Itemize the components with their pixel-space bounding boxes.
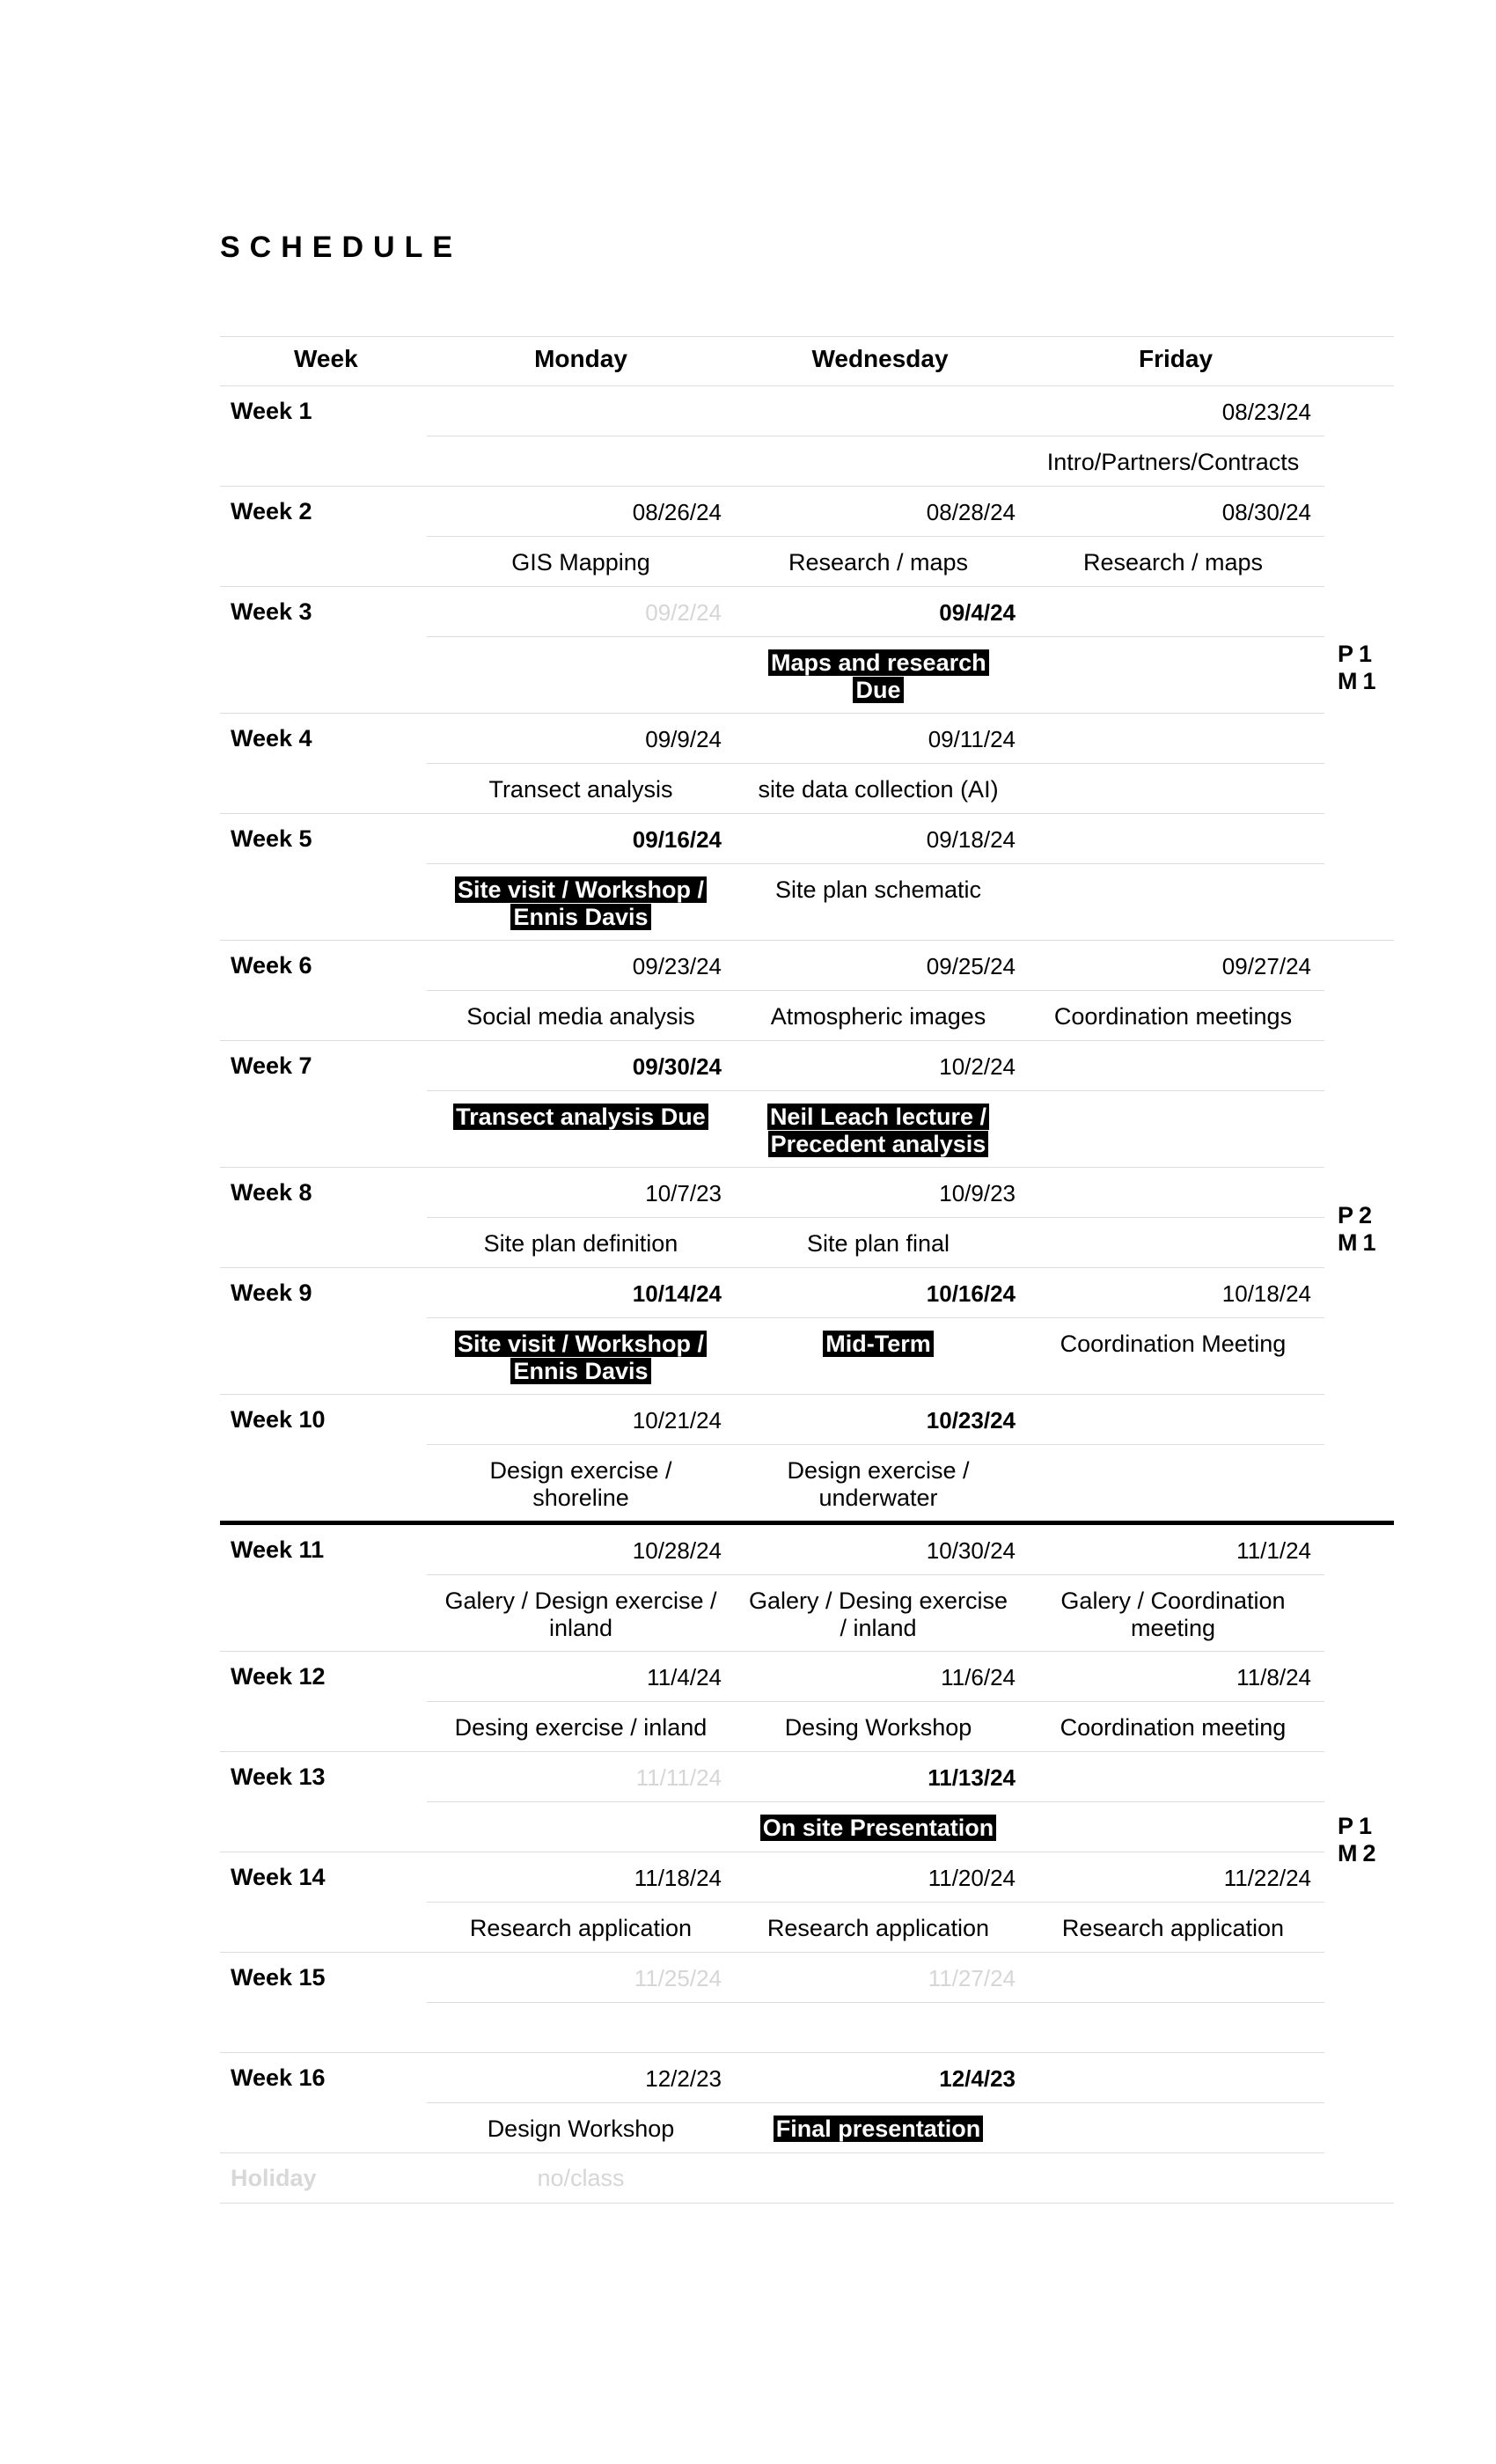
row-rule [427,2102,1324,2103]
monday-date: 10/21/24 [632,1407,722,1434]
phase-line: M1 [1338,668,1382,694]
wednesday-activity: Research application [766,1915,990,1941]
table-top-rule [220,336,1394,337]
week-label: Week 14 [231,1864,326,1890]
wednesday-activity [768,649,988,704]
row-rule [220,1167,1324,1168]
week-label: Week 7 [231,1052,312,1079]
friday-activity: Coordination Meeting [1060,1331,1287,1357]
phase-marker [1338,1202,1382,1257]
wednesday-date: 10/2/24 [939,1053,1016,1080]
holiday-label: Holiday [231,2165,317,2191]
wednesday-date: 09/11/24 [928,726,1016,752]
week-label: Week 11 [231,1536,325,1563]
column-header-friday: Friday [1138,345,1214,372]
week-label: Week 10 [231,1406,326,1433]
deadline-highlight: On site Presentation [760,1815,997,1841]
wednesday-date: 08/28/24 [926,499,1016,525]
wednesday-activity: Atmospheric images [770,1003,986,1030]
friday-date: 11/22/24 [1223,1865,1311,1891]
week-label: Week 13 [231,1764,326,1790]
monday-date: 09/30/24 [632,1053,722,1080]
monday-activity: Social media analysis [466,1003,695,1030]
row-rule [427,636,1324,637]
friday-activity: Intro/Partners/Contracts [1046,449,1300,475]
phase-marker [1338,1813,1382,1867]
wednesday-date: 09/25/24 [926,953,1016,979]
monday-date: 11/11/24 [635,1764,722,1791]
row-rule [220,1952,1324,1953]
header-rule [220,385,1394,386]
wednesday-date: 12/4/23 [939,2065,1016,2092]
wednesday-date: 09/4/24 [939,599,1016,626]
friday-date: 08/30/24 [1221,499,1311,525]
row-rule [220,940,1394,941]
monday-activity [437,1331,724,1385]
row-rule [427,1090,1324,1091]
monday-date: 10/7/23 [645,1180,722,1206]
deadline-highlight: Neil Leach lecture / Precedent analysis [767,1104,989,1157]
row-rule [427,1574,1324,1575]
schedule-title: SCHEDULE [220,231,463,264]
wednesday-date: 11/6/24 [941,1664,1016,1690]
row-rule [220,486,1324,487]
midterm-divider [220,1521,1394,1525]
phase-line: M1 [1338,1229,1382,1256]
wednesday-date: 09/18/24 [926,826,1016,853]
row-rule [220,813,1324,814]
phase-line: P2 [1338,1202,1378,1228]
monday-date: 09/16/24 [632,826,722,853]
wednesday-activity [735,1104,1022,1158]
row-rule [427,863,1324,864]
row-rule [427,763,1324,764]
monday-date: 11/4/24 [647,1664,722,1690]
wednesday-activity: Site plan schematic [774,876,982,903]
week-label: Week 15 [231,1964,326,1991]
friday-activity: Galery / Coordination meeting [1060,1588,1286,1641]
monday-date: 10/14/24 [632,1280,722,1307]
monday-activity: GIS Mapping [511,549,650,576]
deadline-highlight: Maps and research Due [768,649,989,703]
wednesday-date: 10/30/24 [926,1537,1016,1564]
monday-date: 08/26/24 [632,499,722,525]
wednesday-activity: Desing Workshop [784,1714,972,1741]
wednesday-activity: Design exercise / underwater [787,1457,970,1511]
wednesday-date: 11/13/24 [928,1764,1016,1791]
column-header-week: Week [294,345,358,372]
week-label: Week 8 [231,1179,312,1206]
monday-activity: Site plan definition [483,1230,678,1257]
friday-date: 09/27/24 [1221,953,1311,979]
phase-line: P1 [1338,1813,1378,1839]
monday-date: 10/28/24 [632,1537,722,1564]
friday-date: 10/18/24 [1221,1280,1311,1307]
monday-date: 09/23/24 [632,953,722,979]
row-rule [427,1701,1324,1702]
row-rule [427,536,1324,537]
row-rule [220,1267,1324,1268]
week-label: Week 16 [231,2064,326,2091]
wednesday-date: 10/23/24 [926,1407,1016,1434]
friday-date: 11/1/24 [1236,1537,1311,1564]
holiday-note: no/class [537,2165,625,2191]
week-label: Week 12 [231,1663,326,1690]
monday-activity: Design Workshop [487,2116,675,2142]
wednesday-date: 10/16/24 [926,1280,1016,1307]
monday-date: 12/2/23 [645,2065,722,2092]
monday-date: 11/25/24 [634,1965,722,1991]
monday-activity: Research application [469,1915,693,1941]
table-bottom-rule [220,2203,1394,2204]
monday-activity [437,876,724,931]
row-rule [220,2052,1324,2053]
week-label: Week 2 [231,498,312,524]
deadline-highlight: Final presentation [774,2116,984,2142]
row-rule [427,1317,1324,1318]
wednesday-date: 11/27/24 [928,1965,1016,1991]
monday-activity: Transect analysis [488,776,673,803]
wednesday-activity: Site plan final [806,1230,950,1257]
row-rule [427,1444,1324,1445]
deadline-highlight: Site visit / Workshop / Ennis Davis [455,876,707,930]
row-rule [220,2152,1324,2153]
week-label: Week 1 [231,398,312,424]
wednesday-activity: site data collection (AI) [758,776,999,803]
wednesday-activity [735,2116,1022,2143]
monday-activity: Galery / Design exercise / inland [444,1588,717,1641]
friday-date: 08/23/24 [1221,399,1311,425]
column-header-monday: Monday [534,345,627,372]
row-rule [220,1040,1324,1041]
monday-date: 09/2/24 [645,599,722,626]
row-rule [427,2002,1324,2003]
friday-date: 11/8/24 [1236,1664,1311,1690]
week-label: Week 5 [231,825,312,852]
week-label: Week 9 [231,1280,312,1306]
wednesday-date: 10/9/23 [939,1180,1016,1206]
row-rule [220,586,1324,587]
week-label: Week 6 [231,952,312,979]
column-header-wednesday: Wednesday [811,345,949,372]
week-label: Week 4 [231,725,312,752]
wednesday-date: 11/20/24 [928,1865,1016,1891]
friday-activity: Coordination meeting [1060,1714,1287,1741]
monday-activity: Design exercise / shoreline [489,1457,672,1511]
row-rule [427,1217,1324,1218]
friday-activity: Research application [1061,1915,1285,1941]
deadline-highlight: Site visit / Workshop / Ennis Davis [455,1331,707,1384]
wednesday-activity [735,1331,1022,1358]
row-rule [427,990,1324,991]
monday-date: 09/9/24 [645,726,722,752]
monday-activity [437,1104,724,1131]
phase-marker [1338,641,1382,695]
deadline-highlight: Mid-Term [823,1331,934,1357]
week-label: Week 3 [231,598,312,625]
wednesday-activity: Research / maps [788,549,969,576]
friday-activity: Research / maps [1082,549,1264,576]
monday-date: 11/18/24 [634,1865,722,1891]
monday-activity: Desing exercise / inland [454,1714,708,1741]
friday-activity: Coordination meetings [1053,1003,1293,1030]
row-rule [427,1801,1324,1802]
row-rule [427,1902,1324,1903]
phase-line: M2 [1338,1840,1382,1866]
deadline-highlight: Transect analysis Due [453,1104,708,1130]
row-rule [220,1394,1324,1395]
phase-line: P1 [1338,641,1378,667]
row-rule [220,1651,1324,1652]
row-rule [220,1751,1324,1752]
row-rule [220,713,1324,714]
wednesday-activity [735,1815,1022,1842]
wednesday-activity: Galery / Desing exercise / inland [748,1588,1008,1641]
